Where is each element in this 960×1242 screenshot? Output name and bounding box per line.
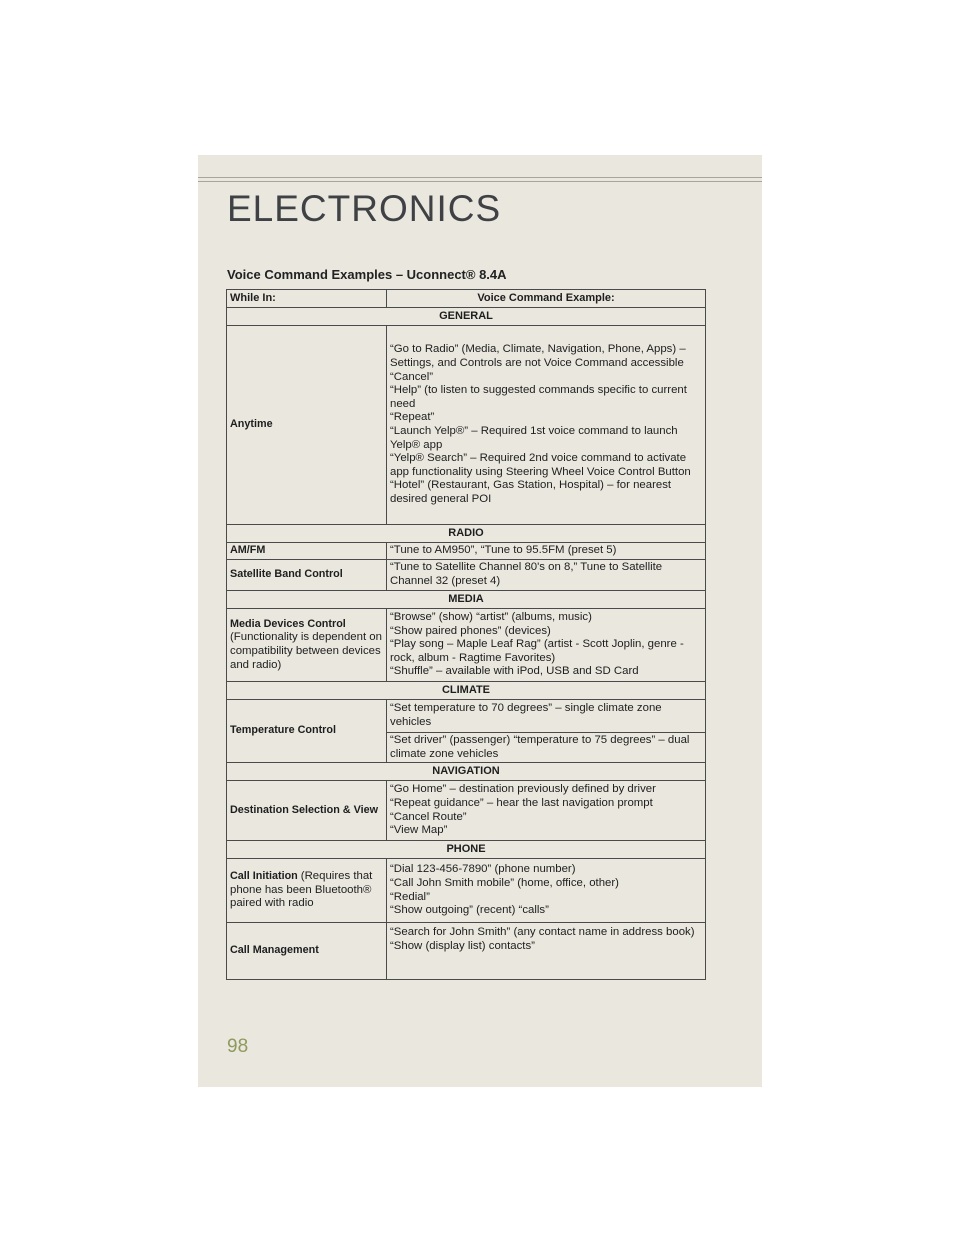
- page-number: 98: [227, 1036, 249, 1057]
- table-row: [227, 609, 706, 682]
- table-row: [227, 543, 706, 560]
- table-row: [227, 923, 706, 980]
- table-row: [227, 781, 706, 841]
- row-commands-anytime: “Go to Radio” (Media, Climate, Navigation, Phone, Apps) – Settings, and Controls are not Voice Command accessible “Cancel” “Help” (to listen to suggested commands specific to current need “Repeat” “Launch Yelp®” – Required 1st voice command to launch Yelp® app “Yelp® Search” – Required 2nd voice command to activate app functionality using Steering Wheel Voice Control Button “Hotel” (Restaurant, Gas Station, Hospital) – for nearest desired general POI: [387, 326, 706, 525]
- call-initiation-note: (Requires that phone has been Bluetooth® paired with radio: [230, 870, 373, 910]
- row-commands-destination: “Go Home” – destination previously defined by driver “Repeat guidance” – hear the last navigation prompt “Cancel Route” “View Map”: [387, 781, 706, 841]
- row-commands-media: “Browse” (show) “artist” (albums, music) “Show paired phones” (devices) “Play song – Maple Leaf Rag” (artist - Scott Joplin, genre - rock, album - Ragtime Favorites) “Shuffle” – available with iPod, USB and SD Card: [387, 609, 706, 682]
- section-title: ELECTRONICS: [227, 188, 502, 229]
- row-label-call-management: Call Management: [227, 923, 387, 980]
- section-row-climate: [227, 682, 706, 700]
- section-label-navigation: NAVIGATION: [227, 763, 706, 781]
- section-row-media: [227, 591, 706, 609]
- header-rule-secondary: [198, 181, 762, 182]
- section-row-phone: [227, 841, 706, 859]
- header-rule: [198, 177, 762, 178]
- row-label-amfm: AM/FM: [227, 543, 387, 560]
- table-title: Voice Command Examples – Uconnect® 8.4A: [227, 267, 507, 282]
- table-row: [227, 859, 706, 923]
- row-label-anytime: Anytime: [227, 326, 387, 525]
- row-commands-call-initiation: “Dial 123-456-7890” (phone number) “Call John Smith mobile” (home, office, other) “Redial” “Show outgoing” (recent) “calls”: [387, 859, 706, 923]
- section-label-climate: CLIMATE: [227, 682, 706, 700]
- section-label-media: MEDIA: [227, 591, 706, 609]
- section-row-navigation: [227, 763, 706, 781]
- section-row-general: [227, 308, 706, 326]
- call-initiation-title: Call Initiation: [230, 870, 298, 883]
- voice-command-table: [226, 289, 706, 980]
- section-label-phone: PHONE: [227, 841, 706, 859]
- table-row: [227, 326, 706, 525]
- col-header-while-in: While In:: [227, 290, 387, 308]
- row-label-call-initiation: [227, 859, 387, 923]
- row-label-media: [227, 609, 387, 682]
- col-header-command: Voice Command Example:: [387, 290, 706, 308]
- row-label-destination: Destination Selection & View: [227, 781, 387, 841]
- row-commands-amfm: “Tune to AM950”, “Tune to 95.5FM (preset 5): [387, 543, 706, 560]
- table-header-row: [227, 290, 706, 308]
- table-row: [227, 700, 706, 733]
- table-row: [227, 560, 706, 591]
- section-label-general: GENERAL: [227, 308, 706, 326]
- row-label-satellite: Satellite Band Control: [227, 560, 387, 591]
- section-row-radio: [227, 525, 706, 543]
- media-label-note: (Functionality is dependent on compatibility between devices and radio): [230, 631, 382, 671]
- row-commands-call-management: “Search for John Smith” (any contact name in address book) “Show (display list) contacts”: [387, 923, 706, 980]
- row-label-temperature: Temperature Control: [227, 700, 387, 763]
- row-commands-temperature-dual: “Set driver” (passenger) “temperature to 75 degrees” – dual climate zone vehicles: [387, 733, 706, 763]
- row-commands-satellite: “Tune to Satellite Channel 80's on 8,” Tune to Satellite Channel 32 (preset 4): [387, 560, 706, 591]
- row-commands-temperature-single: “Set temperature to 70 degrees” – single climate zone vehicles: [387, 700, 706, 733]
- media-label-title: Media Devices Control: [230, 617, 346, 630]
- section-label-radio: RADIO: [227, 525, 706, 543]
